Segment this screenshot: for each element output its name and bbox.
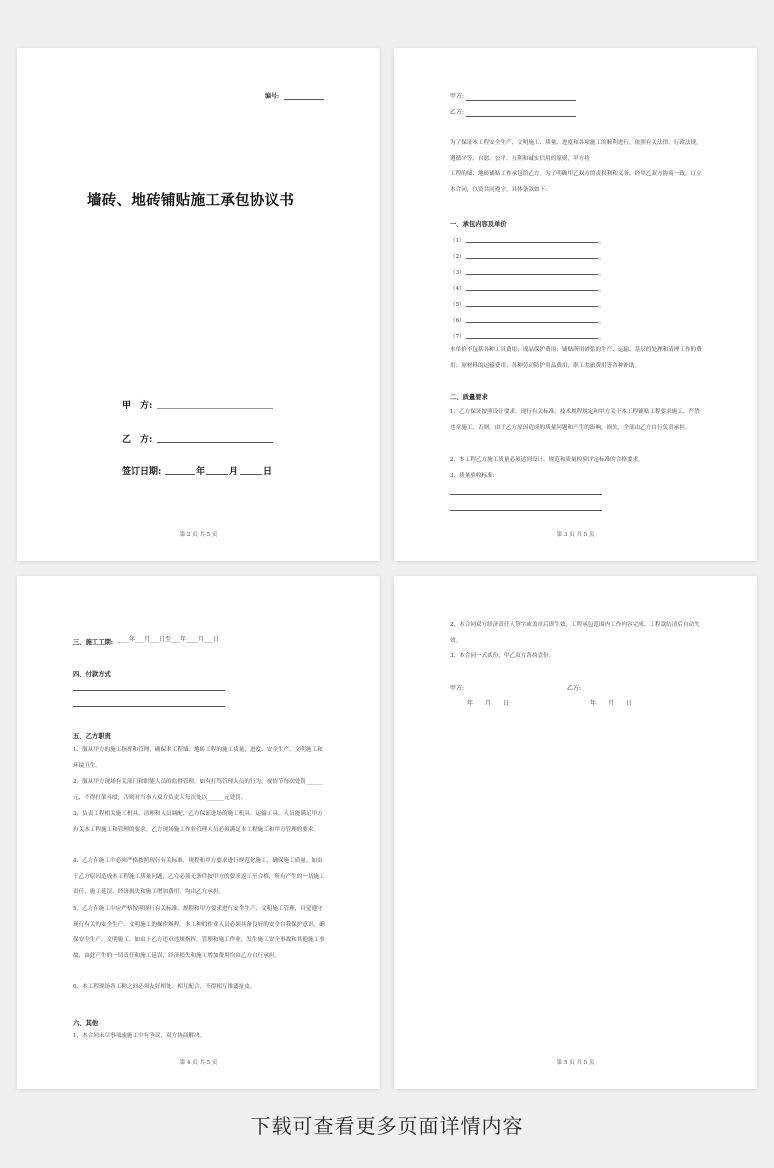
- page-footer: 第 5 页 共 5 页: [556, 1060, 595, 1066]
- quality-clause-2: 2、本工程乙方施工质量必须达到设计、规范和质量检验评定标准的合格要求。: [450, 457, 644, 463]
- page-footer: 第 2 页 共 5 页: [179, 532, 218, 538]
- duty-clause-1: 1、服从甲方的施工指挥和管理，确保本工程墙、地砖工程的施工质量、进度、安全生产、文明施工和环境卫生。: [73, 747, 323, 769]
- document-page-2: [17, 48, 380, 561]
- item-line: [466, 242, 598, 243]
- item-line: [466, 258, 598, 259]
- clause-2: 2、本合同双方经济责任人签字或盖章后即生效，工程承包范围内工作内容完成、工程款结清后自动失效。: [450, 622, 700, 644]
- list-item: （3）: [450, 270, 465, 276]
- item-line: [466, 274, 598, 275]
- party-b-label: 乙方:: [450, 109, 465, 116]
- document-page-5: [394, 576, 757, 1089]
- item-end: 。: [599, 319, 605, 325]
- quality-line: [450, 494, 602, 495]
- document-page-4: [17, 576, 380, 1089]
- party-b-sign-date: 年 月 日: [590, 700, 633, 707]
- party-b-sign-label: 乙方:: [567, 685, 582, 692]
- item-end: 。: [599, 303, 605, 309]
- duty-clause-4: 4、乙方在施工中必须严格按照现行有关标准，规程和甲方要求进行规范化施工，确保施工质量。如由于乙方原因造成本工程施工质量问题，乙方必须无条件按甲方的要求返工至合格，所有产生的一切施工责任、施工延误、经济损失和施工增加费用，均由乙方承担。: [73, 858, 325, 895]
- party-b-line: [157, 442, 273, 443]
- section3-title: 三、施工工期:: [73, 639, 114, 646]
- section2-title: 二、质量要求: [450, 394, 488, 401]
- party-a-sign-date: 年 月 日: [467, 700, 510, 707]
- item-line: [466, 306, 598, 307]
- section1-note: 本单价不包括各种工具费用；成品保护费用；铺贴所用砂浆的生产、运输、基层的处理和清理工作的费用；原材料的运输费用；各种劳动防护用品费用；职工差旅费用等各种补助。: [450, 347, 702, 369]
- payment-line: [73, 706, 225, 707]
- intro-paragraph-1: 为了保证本工程安全生产、文明施工、质量、进度和各项施工的顺利进行，依照有关法律、行政法规，遵循平等、自愿、公平、互利和诚实信用的原则，甲方将: [450, 140, 702, 162]
- list-item: （2）: [450, 254, 465, 260]
- number-line: [284, 99, 324, 100]
- document-title: 墙砖、地砖铺贴施工承包协议书: [87, 193, 295, 209]
- page-footer: 第 4 页 共 5 页: [179, 1060, 218, 1066]
- party-b-line: [466, 116, 576, 117]
- year-line: [165, 474, 195, 475]
- item-end: 。: [599, 335, 605, 341]
- quality-clause-3: 3、质量验收标准:: [450, 473, 495, 479]
- list-item: （6）: [450, 318, 465, 324]
- party-a-label: 甲方:: [450, 93, 465, 100]
- item-end: 。: [599, 271, 605, 277]
- list-item: （7）: [450, 334, 465, 340]
- download-caption: 下载可查看更多页面详情内容: [250, 1114, 524, 1138]
- duty-clause-2: 2、服从甲方现场有关部门和职能人员的监督管理，如有打骂管理人员的行为，视情节每次处罚______元，不得打架斗殴，否则对当事人双方负责人每次处以______元处罚。: [73, 779, 323, 801]
- party-b-label: 乙 方:: [122, 435, 153, 445]
- section5-title: 五、乙方职责: [73, 733, 111, 740]
- item-end: 。: [599, 239, 605, 245]
- sign-date-label: 签订日期:: [122, 467, 162, 477]
- item-end: 。: [599, 255, 605, 261]
- document-page-3: [394, 48, 757, 561]
- duty-clause-6: 6、本工程现场各工种之间必须友好相处、相互配合，不得相互推诿扯皮。: [73, 984, 256, 990]
- payment-line: [73, 690, 225, 691]
- party-a-label: 甲 方:: [122, 401, 153, 411]
- duty-clause-5: 5、乙方在施工中应严格按照现行有关标准、规程和甲方要求进行安全生产、文明施工管理，自觉遵守现行有关的安全生产、文明施工的操作规程。本工种的作业人员必须具备良好的安全自我保护意识，确保安全生产、文明施工，如由于乙方违章违规指挥，管理和施工作业，发生施工安全事故和其他施工事故，由此产生的一切责任和施工延误，经济损失和施工增加费用均由乙方自行承担。: [73, 906, 325, 959]
- party-a-sign-label: 甲方:: [450, 685, 465, 692]
- item-line: [466, 290, 598, 291]
- section1-title: 一、承包内容及单价: [450, 221, 507, 228]
- year-label: 年: [196, 467, 206, 477]
- item-line: [466, 322, 598, 323]
- day-line: [240, 474, 262, 475]
- quality-line: [450, 510, 602, 511]
- clause-3: 3、本合同一式贰份，甲乙双方各执壹份。: [450, 653, 555, 659]
- list-item: （5）: [450, 302, 465, 308]
- list-item: （1）: [450, 238, 465, 244]
- party-a-line: [466, 100, 576, 101]
- month-line: [206, 474, 228, 475]
- month-label: 月: [229, 467, 239, 477]
- party-a-line: [157, 408, 273, 409]
- list-item: （4）: [450, 286, 465, 292]
- day-label: 日: [263, 467, 273, 477]
- item-line: [466, 338, 598, 339]
- item-end: 。: [599, 287, 605, 293]
- quality-clause-1: 1、乙方保证按照设计要求，现行有关标准，技术规程规定和甲方关于本工程铺贴工程要求施工，严禁违章施工，否则，由于乙方原因造成的质量问题和产生的影响，损失，全部由乙方自行负责承担。: [450, 409, 700, 431]
- intro-paragraph-2: 工程的墙、地砖铺贴工作承包给乙方。为了明确甲乙双方的责权利和义务，经甲乙双方协商一致，订立本合同，以资共同遵守，具体条款如下:: [450, 171, 702, 193]
- other-clause-1: 1、本合同未尽事项或施工中有争议，双方协商解决。: [73, 1033, 206, 1039]
- duty-clause-3: 3、负责工程相关施工机具、清理和人员调配，乙方保证进场的施工机具、运输工具、人员能满足甲方有关本工程施工和管理的要求。乙方现场施工作业管理人员必须满足本工程施工和甲方管理的要求。: [73, 811, 323, 833]
- section4-title: 四、付款方式: [73, 671, 111, 678]
- page-footer: 第 3 页 共 5 页: [556, 532, 595, 538]
- section6-title: 六、其他: [73, 1020, 99, 1027]
- construction-period: ____年___月___日至___年____月___日: [117, 636, 220, 643]
- number-label: 编号:: [265, 93, 280, 100]
